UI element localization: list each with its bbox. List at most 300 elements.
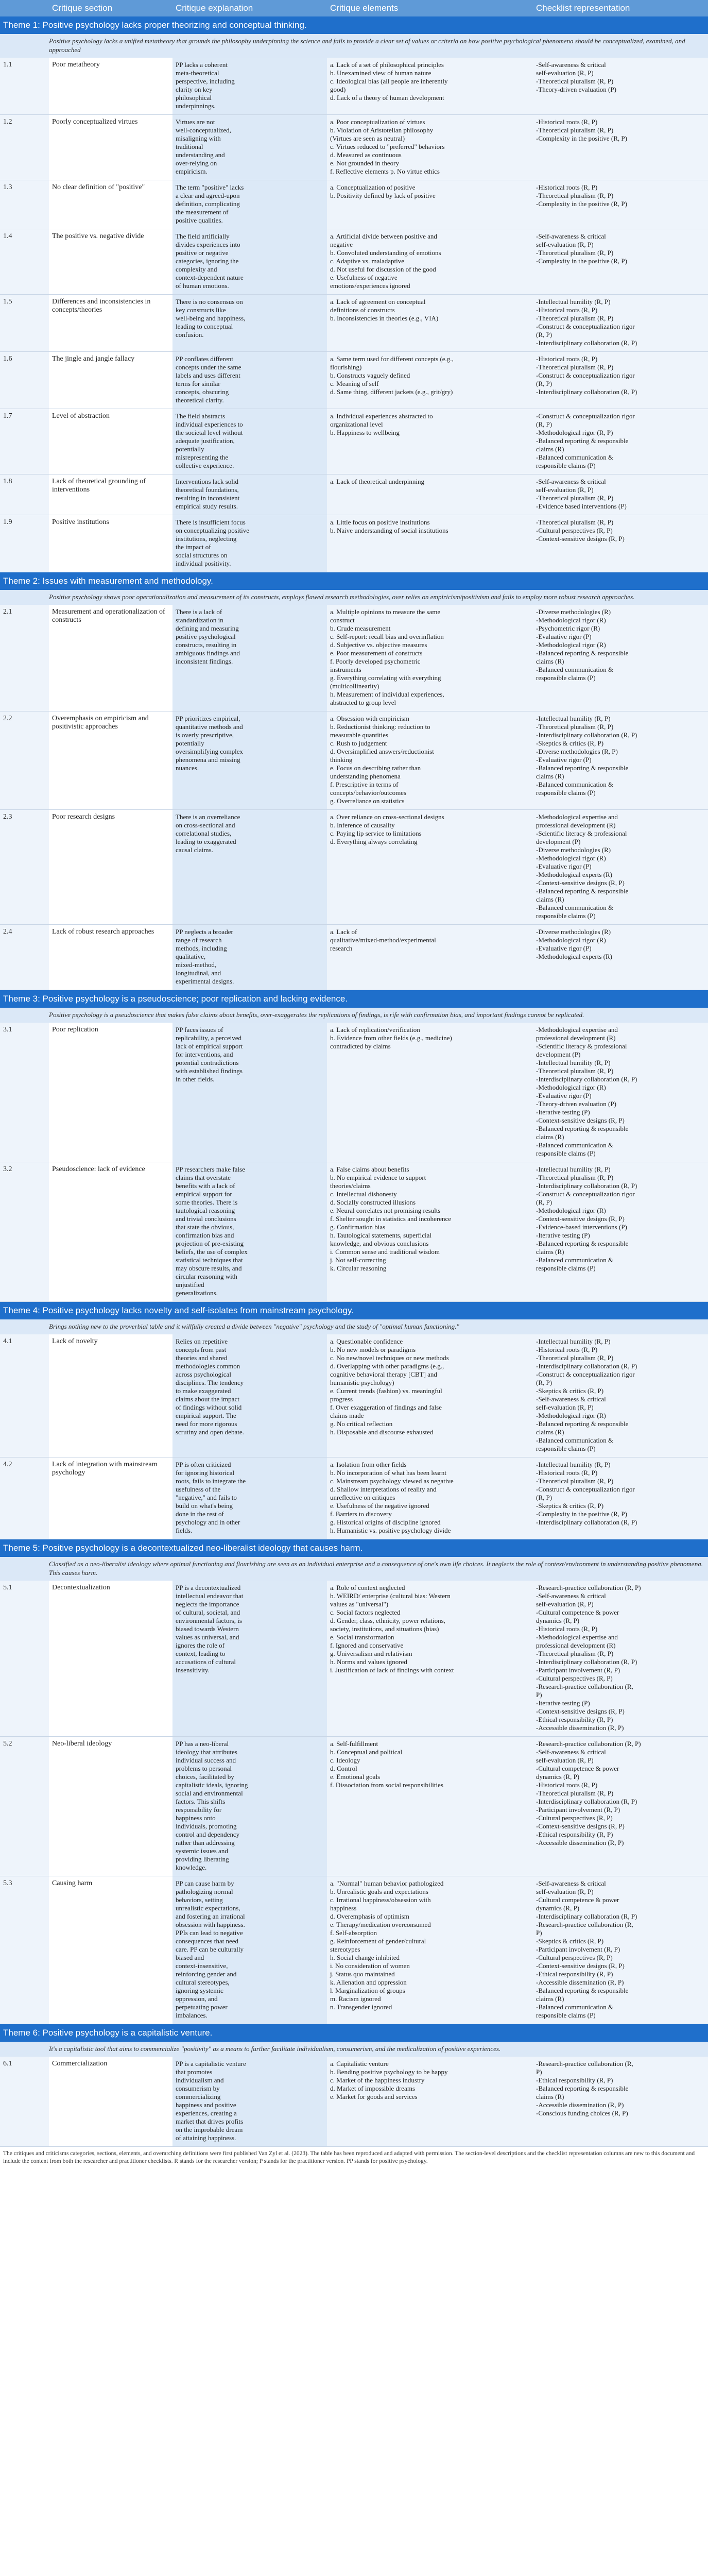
element-line: d. Same thing, different jackets (e.g., grit/gry) xyxy=(330,388,453,396)
explanation-line: PP researchers make false xyxy=(176,1165,245,1173)
checklist-line: -Cultural perspectives (R, P) xyxy=(536,1954,613,1961)
checklist-line: -Balanced reporting & responsible xyxy=(536,764,629,772)
element-line: b. Convoluted understanding of emotions xyxy=(330,249,441,257)
checklist-line: -Theoretical pluralism (R, P) xyxy=(536,494,614,502)
checklist-line: P) xyxy=(536,1929,542,1937)
critique-explanation xyxy=(172,2057,327,2147)
explanation-line: benefits with a lack of xyxy=(176,1182,235,1190)
explanation-line: PP can cause harm by xyxy=(176,1879,234,1887)
checklist-representation xyxy=(533,295,708,352)
explanation-line: complexity and xyxy=(176,265,217,273)
checklist-line: -Skeptics & critics (R, P) xyxy=(536,1502,604,1510)
explanation-line: projection of pre-existing xyxy=(176,1240,244,1247)
element-line: b. Constructs vaguely defined xyxy=(330,371,410,379)
explanation-line: labels and uses different xyxy=(176,371,240,379)
element-line: a. Role of context neglected xyxy=(330,1584,405,1591)
element-line: b. Crude measurement xyxy=(330,624,391,632)
table-row xyxy=(0,711,708,810)
element-line: e. Usefulness of the negative ignored xyxy=(330,1502,429,1510)
checklist-representation xyxy=(533,1581,708,1737)
explanation-line: The field artificially xyxy=(176,232,230,240)
explanation-line: over-relying on xyxy=(176,159,217,167)
critique-section-name: Measurement and operationalization of constructs xyxy=(49,605,172,711)
checklist-line: -Research-practice collaboration (R, xyxy=(536,1683,633,1690)
checklist-line: -Intellectual humility (R, P) xyxy=(536,1461,611,1468)
checklist-line: -Cultural perspectives (R, P) xyxy=(536,1814,613,1822)
critique-explanation xyxy=(172,409,327,474)
element-line: organizational level xyxy=(330,420,383,428)
checklist-representation xyxy=(533,1334,708,1458)
explanation-line: perpetuating power xyxy=(176,2003,228,2011)
checklist-line: -Balanced communication & xyxy=(536,904,614,911)
explanation-line: individual positivity. xyxy=(176,560,231,567)
element-line: (Virtues are seen as neutral) xyxy=(330,134,405,142)
element-line: d. Everything always correlating xyxy=(330,838,418,845)
checklist-line: claims (R) xyxy=(536,1995,564,2003)
element-line: claims made xyxy=(330,1412,364,1419)
element-line: c. Ideology xyxy=(330,1756,360,1764)
checklist-line: -Methodological rigor (R) xyxy=(536,616,606,624)
explanation-line: misaligning with xyxy=(176,134,221,142)
explanation-line: problems to personal xyxy=(176,1765,232,1772)
checklist-line: -Interdisciplinary collaboration (R, P) xyxy=(536,1362,637,1370)
table-row xyxy=(0,1334,708,1458)
explanation-line: social and environmental xyxy=(176,1789,243,1797)
explanation-line: happiness onto xyxy=(176,1814,216,1822)
element-line: abstracted to group level xyxy=(330,699,396,706)
checklist-line: -Evaluative rigor (P) xyxy=(536,862,592,870)
explanation-line: qualitative, xyxy=(176,953,206,960)
explanation-line: individualism and xyxy=(176,2076,224,2084)
explanation-line: constructs, resulting in xyxy=(176,641,237,649)
element-line: b. No empirical evidence to support xyxy=(330,1174,426,1181)
element-line: f. Dissociation from social responsibilities xyxy=(330,1781,443,1789)
checklist-line: -Theoretical pluralism (R, P) xyxy=(536,314,614,322)
element-line: l. Marginalization of groups xyxy=(330,1987,405,1994)
table-row xyxy=(0,515,708,572)
explanation-line: unjustified xyxy=(176,1281,204,1289)
critique-elements xyxy=(327,229,533,295)
table-row xyxy=(0,295,708,352)
element-line: b. Bending positive psychology to be happy xyxy=(330,2068,448,2076)
checklist-line: (R, P) xyxy=(536,1379,552,1386)
element-line: i. Justification of lack of findings with context xyxy=(330,1666,454,1674)
checklist-line: -Theoretical pluralism (R, P) xyxy=(536,1650,614,1657)
checklist-representation xyxy=(533,515,708,572)
critique-explanation xyxy=(172,1162,327,1302)
checklist-line: P) xyxy=(536,1691,542,1699)
theme-description: It's a capitalistic tool that aims to commercialize "positivity" as a means to further facilitate individualism, consumerism, and the medicalization of positive experiences. xyxy=(0,2042,708,2057)
checklist-line: professional development (R) xyxy=(536,1034,616,1042)
explanation-line: control and dependency xyxy=(176,1831,240,1838)
checklist-line: -Accessible dissemination (R, P) xyxy=(536,1978,624,1986)
checklist-line: -Interdisciplinary collaboration (R, P) xyxy=(536,1912,637,1920)
explanation-line: a clear and agreed-upon xyxy=(176,192,240,199)
critique-explanation xyxy=(172,229,327,295)
critique-section-name: Poor replication xyxy=(49,1023,172,1162)
explanation-line: in other fields. xyxy=(176,1075,215,1083)
checklist-line: -Conscious funding choices (R, P) xyxy=(536,2109,628,2117)
element-line: c. Market of the happiness industry xyxy=(330,2076,425,2084)
table-row xyxy=(0,810,708,925)
explanation-line: The field abstracts xyxy=(176,412,226,420)
checklist-line: -Construct & conceptualization rigor xyxy=(536,371,635,379)
critique-explanation xyxy=(172,1023,327,1162)
checklist-line: -Theoretical pluralism (R, P) xyxy=(536,249,614,257)
explanation-line: intellectual endeavor that xyxy=(176,1592,244,1600)
checklist-line: -Historical roots (R, P) xyxy=(536,1625,598,1633)
explanation-line: Interventions lack solid xyxy=(176,478,239,485)
checklist-line: -Theoretical pluralism (R, P) xyxy=(536,518,614,526)
checklist-line: -Methodological rigor (R) xyxy=(536,854,606,862)
checklist-line: -Iterative testing (P) xyxy=(536,1231,590,1239)
element-line: c. Intellectual dishonesty xyxy=(330,1190,397,1198)
checklist-line: -Cultural competence & power xyxy=(536,1608,619,1616)
table-row xyxy=(0,1162,708,1302)
checklist-line: dynamics (R, P) xyxy=(536,1904,580,1912)
explanation-line: beliefs, the use of complex xyxy=(176,1248,248,1256)
checklist-line: -Ethical responsibility (R, P) xyxy=(536,1831,613,1838)
theme-row xyxy=(0,990,708,1008)
critique-section-name: Lack of robust research approaches xyxy=(49,925,172,990)
element-line: measurable quantities xyxy=(330,731,388,739)
element-line: concepts/behavior/outcomes xyxy=(330,789,407,796)
checklist-line: -Context-sensitive designs (R, P) xyxy=(536,1116,625,1124)
element-line: a. "Normal" human behavior pathologized xyxy=(330,1879,444,1887)
theme-description: Classified as a neo-liberalist ideology where optimal functioning and flourishing are seen as an individual enterprise and a consequence of one's own life choices. It neglects the role of context/environment in understanding positive phenomena. This causes harm. xyxy=(0,1557,708,1581)
explanation-line: and fostering an irrational xyxy=(176,1912,245,1920)
header-critique-elements: Critique elements xyxy=(327,0,533,16)
checklist-representation xyxy=(533,229,708,295)
section-number: 1.9 xyxy=(0,515,49,572)
explanation-line: obsession with happiness. xyxy=(176,1921,245,1928)
explanation-line: philosophical xyxy=(176,94,212,101)
checklist-line: -Context-sensitive designs (R, P) xyxy=(536,879,625,887)
explanation-line: PP is often criticized xyxy=(176,1461,231,1468)
explanation-line: replicability, a perceived xyxy=(176,1034,242,1042)
checklist-line: -Interdisciplinary collaboration (R, P) xyxy=(536,339,637,347)
section-number: 6.1 xyxy=(0,2057,49,2147)
header-row xyxy=(0,0,708,16)
explanation-line: perspective, including xyxy=(176,77,235,85)
element-line: j. Not self-correcting xyxy=(330,1256,386,1264)
element-line: happiness xyxy=(330,1904,357,1912)
explanation-line: of human emotions. xyxy=(176,282,229,290)
explanation-line: claims about the impact xyxy=(176,1395,239,1403)
element-line: f. Shelter sought in statistics and incoherence xyxy=(330,1215,452,1223)
checklist-line: -Diverse methodologies (R) xyxy=(536,608,611,616)
checklist-representation xyxy=(533,605,708,711)
checklist-representation xyxy=(533,58,708,115)
explanation-line: divides experiences into xyxy=(176,241,240,248)
table-body xyxy=(0,16,708,2147)
explanation-line: PPIs can lead to negative xyxy=(176,1929,243,1937)
checklist-line: -Intellectual humility (R, P) xyxy=(536,1059,611,1066)
checklist-line: -Interdisciplinary collaboration (R, P) xyxy=(536,1798,637,1805)
explanation-line: causal claims. xyxy=(176,846,213,854)
element-line: (multicollinearity) xyxy=(330,682,379,690)
checklist-line: (R, P) xyxy=(536,380,552,387)
checklist-line: -Historical roots (R, P) xyxy=(536,1469,598,1477)
critique-section-name: Poor research designs xyxy=(49,810,172,925)
explanation-line: individual success and xyxy=(176,1756,236,1764)
element-line: emotions/experiences ignored xyxy=(330,282,410,290)
explanation-line: values as universal, and xyxy=(176,1633,239,1641)
element-line: progress xyxy=(330,1395,353,1403)
element-line: b. No incorporation of what has been learnt xyxy=(330,1469,446,1477)
explanation-line: defining and measuring xyxy=(176,624,239,632)
element-line: a. Multiple opinions to measure the same xyxy=(330,608,441,616)
checklist-line: -Iterative testing (P) xyxy=(536,1699,590,1707)
explanation-line: well-conceptualized, xyxy=(176,126,231,134)
element-line: b. Naive understanding of social institutions xyxy=(330,527,448,534)
critique-elements xyxy=(327,409,533,474)
element-line: a. Obsession with empiricism xyxy=(330,715,409,722)
checklist-line: -Ethical responsibility (R, P) xyxy=(536,1970,613,1978)
checklist-representation xyxy=(533,711,708,810)
checklist-line: -Context-sensitive designs (R, P) xyxy=(536,1215,625,1223)
explanation-line: PP faces issues of xyxy=(176,1026,223,1033)
element-line: c. Irrational happiness/obsession with xyxy=(330,1896,431,1904)
checklist-representation xyxy=(533,810,708,925)
checklist-line: claims (R) xyxy=(536,772,564,780)
critique-explanation xyxy=(172,1334,327,1458)
explanation-line: institutions, neglecting xyxy=(176,535,237,543)
explanation-line: understanding and xyxy=(176,151,225,159)
element-line: a. Conceptualization of positive xyxy=(330,183,416,191)
checklist-line: -Historical roots (R, P) xyxy=(536,183,598,191)
theme-title: Theme 2: Issues with measurement and methodology. xyxy=(0,572,708,590)
element-line: research xyxy=(330,944,353,952)
checklist-line: -Theoretical pluralism (R, P) xyxy=(536,77,614,85)
checklist-line: -Theoretical pluralism (R, P) xyxy=(536,192,614,199)
checklist-line: -Skeptics & critics (R, P) xyxy=(536,739,604,747)
explanation-line: of findings without solid xyxy=(176,1403,242,1411)
checklist-line: -Ethical responsibility (R, P) xyxy=(536,2076,613,2084)
explanation-line: biased towards Western xyxy=(176,1625,239,1633)
checklist-line: -Methodological expertise and xyxy=(536,1026,618,1033)
element-line: a. False claims about benefits xyxy=(330,1165,409,1173)
checklist-line: -Cultural competence & power xyxy=(536,1765,619,1772)
theme-title: Theme 4: Positive psychology lacks novelty and self-isolates from mainstream psychology. xyxy=(0,1302,708,1320)
critique-elements xyxy=(327,1334,533,1458)
explanation-line: consumerism by xyxy=(176,2084,220,2092)
checklist-line: -Methodological experts (R) xyxy=(536,953,613,960)
explanation-line: PP lacks a coherent xyxy=(176,61,228,69)
element-line: e. Focus on describing rather than xyxy=(330,764,421,772)
checklist-line: -Methodological expertise and xyxy=(536,813,618,821)
table-row xyxy=(0,58,708,115)
explanation-line: the impact of xyxy=(176,543,211,551)
element-line: good) xyxy=(330,86,346,93)
explanation-line: consequences that need xyxy=(176,1937,239,1945)
checklist-line: -Context-sensitive designs (R, P) xyxy=(536,535,625,543)
critique-section-name: Lack of theoretical grounding of interventions xyxy=(49,474,172,515)
checklist-line: -Construct & conceptualization rigor xyxy=(536,1190,635,1198)
theme-description-row xyxy=(0,1008,708,1023)
element-line: a. Lack of agreement on conceptual xyxy=(330,298,426,306)
explanation-line: for ignoring historical xyxy=(176,1469,235,1477)
explanation-line: tautological reasoning xyxy=(176,1207,235,1214)
checklist-line: -Self-awareness & critical xyxy=(536,61,606,69)
checklist-line: -Evaluative rigor (P) xyxy=(536,633,592,640)
checklist-line: self-evaluation (R, P) xyxy=(536,241,594,248)
explanation-line: social structures on xyxy=(176,551,228,559)
table-row xyxy=(0,409,708,474)
critique-explanation xyxy=(172,605,327,711)
explanation-line: cultural stereotypes, xyxy=(176,1978,230,1986)
explanation-line: oversimplifying complex xyxy=(176,748,244,755)
critique-elements xyxy=(327,605,533,711)
element-line: e. Poor measurement of constructs xyxy=(330,649,423,657)
section-number: 2.3 xyxy=(0,810,49,925)
element-line: unreflective on critiques xyxy=(330,1494,395,1501)
explanation-line: PP is a decontextualized xyxy=(176,1584,241,1591)
explanation-line: capitalistic ideals, ignoring xyxy=(176,1781,248,1789)
checklist-line: -Theoretical pluralism (R, P) xyxy=(536,1174,614,1181)
critique-elements xyxy=(327,1876,533,2024)
checklist-line: -Complexity in the positive (R, P) xyxy=(536,200,627,208)
section-number: 1.1 xyxy=(0,58,49,115)
checklist-line: development (P) xyxy=(536,838,581,845)
checklist-line: self-evaluation (R, P) xyxy=(536,1888,594,1895)
explanation-line: market that drives profits xyxy=(176,2117,244,2125)
checklist-line: (R, P) xyxy=(536,1494,552,1501)
checklist-line: responsible claims (P) xyxy=(536,1445,596,1452)
checklist-line: professional development (R) xyxy=(536,1641,616,1649)
explanation-line: statistical techniques that xyxy=(176,1256,243,1264)
element-line: contradicted by claims xyxy=(330,1042,391,1050)
checklist-line: -Evidence based interventions (P) xyxy=(536,502,627,510)
element-line: a. Over reliance on cross-sectional designs xyxy=(330,813,444,821)
critique-elements xyxy=(327,1581,533,1737)
header-critique-section: Critique section xyxy=(49,0,172,16)
section-number: 1.4 xyxy=(0,229,49,295)
checklist-line: claims (R) xyxy=(536,2093,564,2100)
checklist-line: claims (R) xyxy=(536,1428,564,1436)
explanation-line: experiences, creating a xyxy=(176,2109,237,2117)
checklist-line: claims (R) xyxy=(536,445,564,453)
explanation-line: leading to conceptual xyxy=(176,323,233,330)
element-line: a. Individual experiences abstracted to xyxy=(330,412,433,420)
explanation-line: imbalances. xyxy=(176,2011,208,2019)
explanation-line: mixed-method, xyxy=(176,961,217,969)
explanation-line: done in the rest of xyxy=(176,1510,224,1518)
explanation-line: of attaining happiness. xyxy=(176,2134,236,2142)
checklist-representation xyxy=(533,474,708,515)
element-line: e. Not grounded in theory xyxy=(330,159,399,167)
element-line: b. Conceptual and political xyxy=(330,1748,403,1756)
critique-elements xyxy=(327,2057,533,2147)
explanation-line: ignores the role of xyxy=(176,1641,225,1649)
element-line: i. No consideration of women xyxy=(330,1962,410,1970)
checklist-representation xyxy=(533,115,708,180)
element-line: b. Happiness to wellbeing xyxy=(330,429,400,436)
critique-elements xyxy=(327,1737,533,1876)
explanation-line: PP prioritizes empirical, xyxy=(176,715,240,722)
checklist-line: (R, P) xyxy=(536,331,552,338)
element-line: b. WEIRD/ enterprise (cultural bias: Western xyxy=(330,1592,451,1600)
critique-elements xyxy=(327,115,533,180)
table-row xyxy=(0,352,708,409)
explanation-line: context-insensitive, xyxy=(176,1962,228,1970)
element-line: f. Over exaggeration of findings and false xyxy=(330,1403,442,1411)
critique-elements xyxy=(327,58,533,115)
element-line: b. Reductionist thinking: reduction to xyxy=(330,723,430,731)
table-row xyxy=(0,180,708,229)
explanation-line: ignoring systemic xyxy=(176,1987,223,1994)
checklist-line: -Interdisciplinary collaboration (R, P) xyxy=(536,1182,637,1190)
explanation-line: There is a lack of xyxy=(176,608,222,616)
element-line: humanistic psychology) xyxy=(330,1379,394,1386)
element-line: b. Unexamined view of human nature xyxy=(330,69,431,77)
checklist-line: -Methodological rigor (R) xyxy=(536,1207,606,1214)
critique-section-name: Poor metatheory xyxy=(49,58,172,115)
theme-row xyxy=(0,572,708,590)
theme-row xyxy=(0,16,708,34)
explanation-line: the societal level without xyxy=(176,429,243,436)
element-line: a. Self-fulfillment xyxy=(330,1740,378,1748)
explanation-line: PP neglects a broader xyxy=(176,928,233,936)
checklist-line: -Interdisciplinary collaboration (R, P) xyxy=(536,1075,637,1083)
checklist-line: self-evaluation (R, P) xyxy=(536,1403,594,1411)
theme-description: Positive psychology shows poor operationalization and measurement of its constructs, employs flawed research methodologies, over relies on empiricism/positivism and fails to employ more robust research approaches. xyxy=(0,590,708,605)
checklist-line: -Construct & conceptualization rigor xyxy=(536,323,635,330)
critique-explanation xyxy=(172,180,327,229)
theme-title: Theme 3: Positive psychology is a pseudoscience; poor replication and lacking evidence. xyxy=(0,990,708,1008)
element-line: a. Questionable confidence xyxy=(330,1337,403,1345)
explanation-line: care. PP can be culturally xyxy=(176,1945,244,1953)
checklist-representation xyxy=(533,925,708,990)
checklist-line: -Intellectual humility (R, P) xyxy=(536,715,611,722)
element-line: f. Barriers to discovery xyxy=(330,1510,392,1518)
element-line: b. Inference of causality xyxy=(330,821,395,829)
checklist-line: -Theoretical pluralism (R, P) xyxy=(536,1789,614,1797)
critique-section-name: Pseudoscience: lack of evidence xyxy=(49,1162,172,1302)
checklist-line: -Balanced reporting & responsible xyxy=(536,887,629,895)
checklist-line: -Research-practice collaboration (R, xyxy=(536,1921,633,1928)
element-line: c. Paying lip service to limitations xyxy=(330,829,422,837)
critique-elements xyxy=(327,474,533,515)
checklist-representation xyxy=(533,409,708,474)
checklist-line: responsible claims (P) xyxy=(536,912,596,920)
critique-section-name: The jingle and jangle fallacy xyxy=(49,352,172,409)
checklist-line: -Historical roots (R, P) xyxy=(536,306,598,314)
checklist-line: -Evaluative rigor (P) xyxy=(536,944,592,952)
explanation-line: nuances. xyxy=(176,764,199,772)
element-line: d. Shallow interpretations of reality and xyxy=(330,1485,437,1493)
checklist-line: -Accessible dissemination (R, P) xyxy=(536,1839,624,1846)
explanation-line: factors. This shifts xyxy=(176,1798,226,1805)
element-line: c. Rush to judgement xyxy=(330,739,387,747)
checklist-representation xyxy=(533,2057,708,2147)
element-line: h. Tautological statements, superficial xyxy=(330,1231,432,1239)
element-line: k. Alienation and oppression xyxy=(330,1978,407,1986)
explanation-line: reinforcing gender and xyxy=(176,1970,237,1978)
critique-explanation xyxy=(172,474,327,515)
element-line: theories/claims xyxy=(330,1182,371,1190)
checklist-line: (R, P) xyxy=(536,420,552,428)
element-line: instruments xyxy=(330,666,361,673)
explanation-line: disciplines. The tendency xyxy=(176,1379,244,1386)
explanation-line: roots, fails to integrate the xyxy=(176,1477,246,1485)
element-line: g. Confirmation bias xyxy=(330,1223,386,1231)
checklist-line: -Complexity in the positive (R, P) xyxy=(536,134,627,142)
element-line: d. Subjective vs. objective measures xyxy=(330,641,427,649)
element-line: d. Gender, class, ethnicity, power relations, xyxy=(330,1617,445,1624)
checklist-line: -Self-awareness & critical xyxy=(536,478,606,485)
checklist-line: -Iterative testing (P) xyxy=(536,1108,590,1116)
